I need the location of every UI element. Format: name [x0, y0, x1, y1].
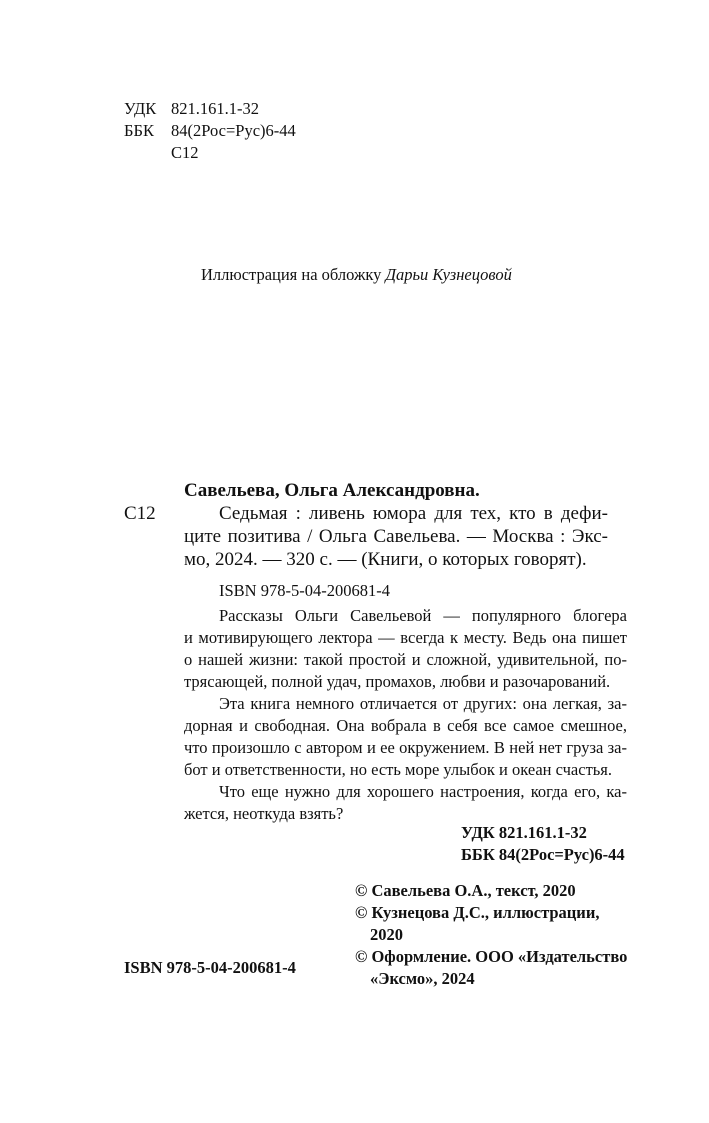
record-title-line-3: мо, 2024. — 320 с. — (Книги, о которых говорят). — [184, 549, 587, 570]
annotation-line-4: трясающей, полной удач, промахов, любви и разочарований. — [184, 672, 611, 691]
annotation-line-3: о нашей жизни: такой простой и сложной, удивительной, по- — [184, 650, 627, 669]
udk-line-top — [124, 99, 259, 119]
annotation-line-5: Эта книга немного отличается от других: она легкая, за- — [219, 694, 627, 713]
copyright-line-5: «Эксмо», 2024 — [370, 969, 475, 988]
annotation-line-2: и мотивирующего лектора — всегда к месту. Ведь она пишет — [184, 628, 627, 647]
cover-artist: Дарьи Кузнецовой — [385, 265, 512, 284]
isbn-bottom: ISBN 978-5-04-200681-4 — [124, 958, 296, 977]
cover-credit-prefix: Иллюстрация на обложку — [201, 265, 386, 284]
udk-value: 821.161.1-32 — [171, 99, 259, 118]
annotation-line-10: жется, неоткуда взять? — [184, 804, 344, 823]
bbk-line-top — [124, 121, 296, 141]
copyright-line-4: © Оформление. ООО «Издательство — [355, 947, 628, 966]
record-isbn: ISBN 978-5-04-200681-4 — [219, 581, 390, 600]
copyright-line-1: © Савельева О.А., текст, 2020 — [355, 881, 576, 900]
udk-line-bottom: УДК 821.161.1-32 — [461, 823, 587, 842]
record-title-line-1: Седьмая : ливень юмора для тех, кто в дефи- — [219, 503, 608, 524]
copyright-line-2: © Кузнецова Д.С., иллюстрации, — [355, 903, 600, 922]
author-mark-top: С12 — [171, 143, 199, 162]
udk-label: УДК — [124, 99, 157, 118]
bbk-line-bottom: ББК 84(2Рос=Рус)6-44 — [461, 845, 625, 864]
cover-credit — [201, 265, 512, 285]
bbk-label: ББК — [124, 121, 154, 140]
annotation-line-1: Рассказы Ольги Савельевой — популярного блогера — [219, 606, 627, 625]
record-author: Савельева, Ольга Александровна. — [184, 480, 480, 501]
annotation-line-8: бот и ответственности, но есть море улыбок и океан счастья. — [184, 760, 613, 779]
annotation-line-7: что произошло с автором и ее окружением. В ней нет груза за- — [184, 738, 627, 757]
copyright-line-3: 2020 — [370, 925, 403, 944]
record-mark: С12 — [124, 503, 156, 524]
annotation-line-9: Что еще нужно для хорошего настроения, когда его, ка- — [219, 782, 627, 801]
record-title-line-2: ците позитива / Ольга Савельева. — Москва : Экс- — [184, 526, 608, 547]
annotation-line-6: дорная и свободная. Она вобрала в себя все самое смешное, — [184, 716, 627, 735]
bbk-value: 84(2Рос=Рус)6-44 — [171, 121, 296, 140]
